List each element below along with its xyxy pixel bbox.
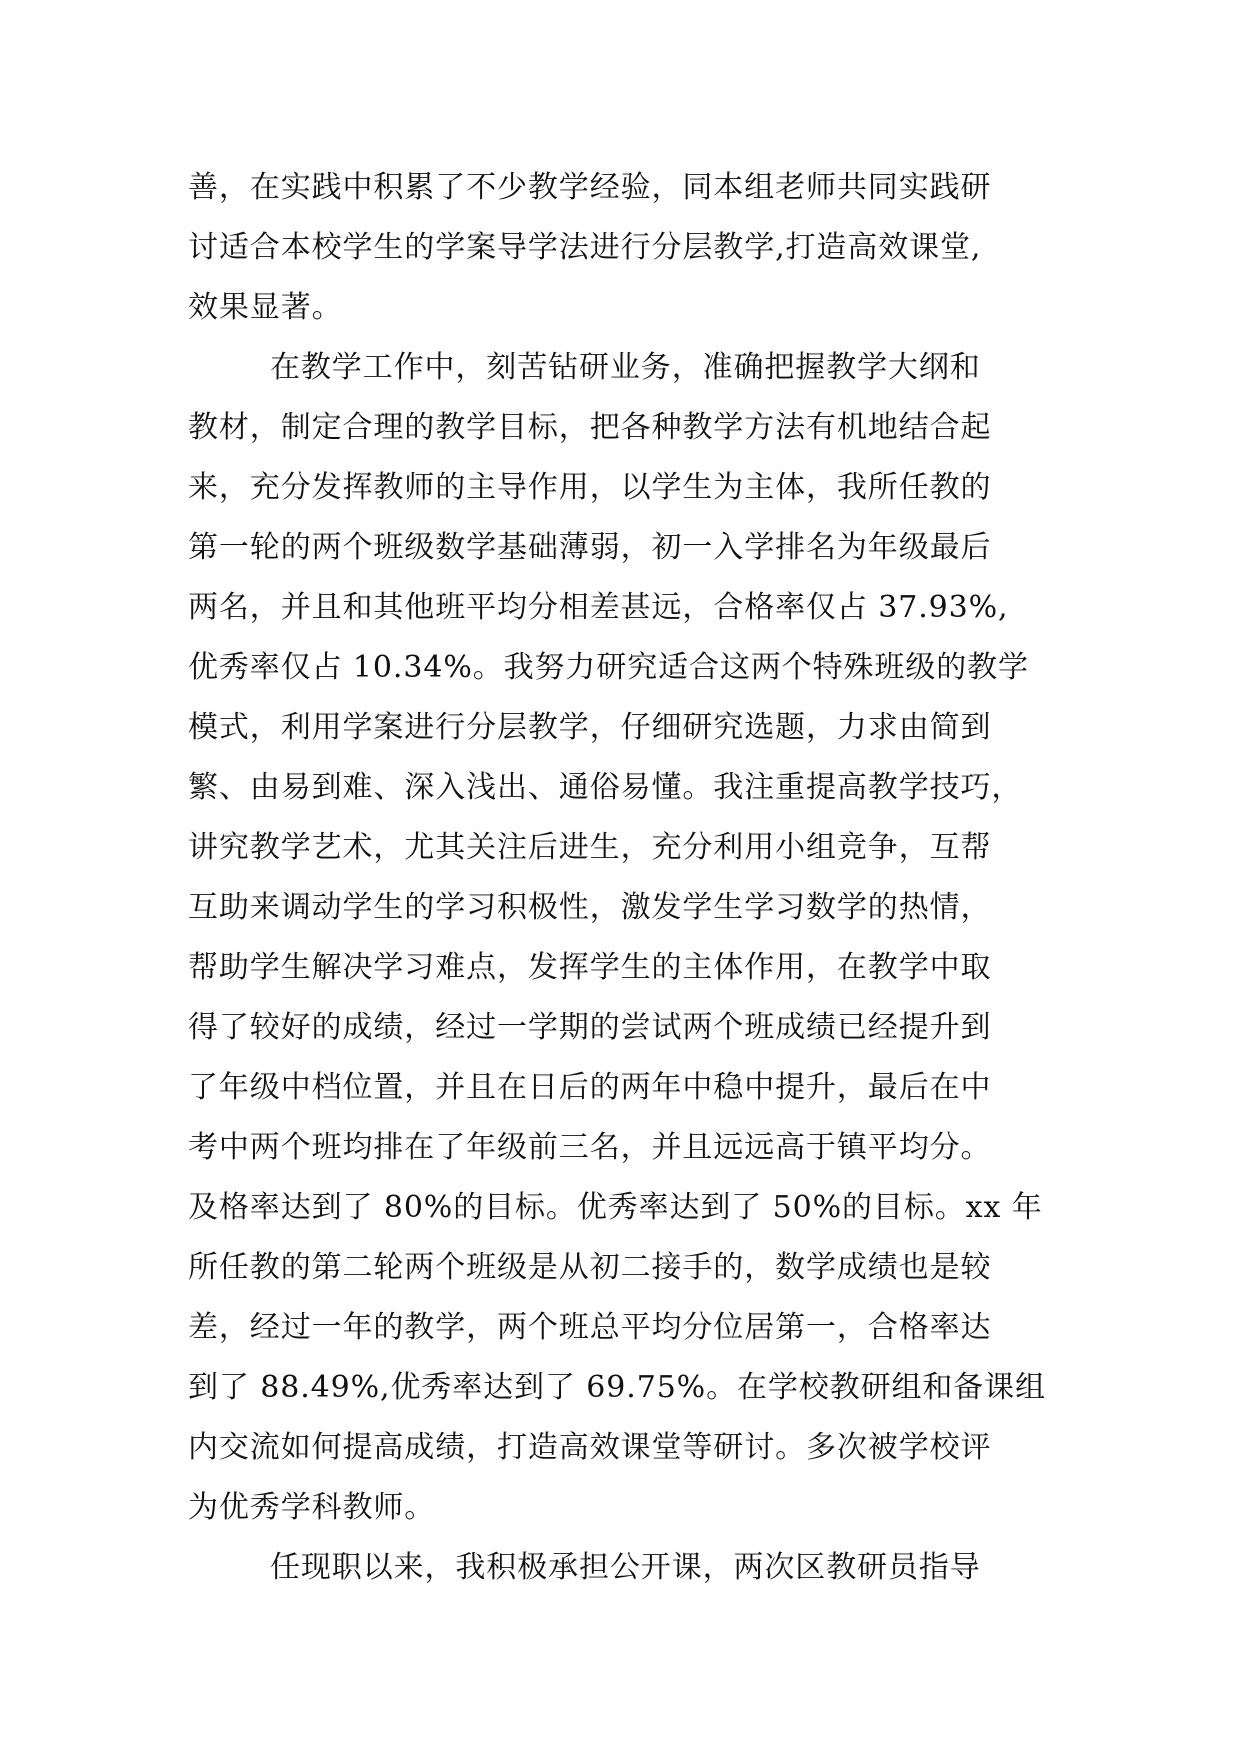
text-line: 互助来调动学生的学习积极性，激发学生学习数学的热情， (188, 890, 992, 925)
text-line: 教材，制定合理的教学目标，把各种教学方法有机地结合起 (188, 410, 992, 445)
text-line: 优秀率仅占 10.34%。我努力研究适合这两个特殊班级的教学 (188, 650, 1029, 685)
text-line: 效果显著。 (188, 290, 343, 325)
text-line: 差，经过一年的教学，两个班总平均分位居第一，合格率达 (188, 1310, 992, 1345)
text-line: 来，充分发挥教师的主导作用，以学生为主体，我所任教的 (188, 470, 992, 505)
text-line: 得了较好的成绩，经过一学期的尝试两个班成绩已经提升到 (188, 1010, 992, 1045)
text-line: 模式，利用学案进行分层教学，仔细研究选题，力求由简到 (188, 710, 992, 745)
text-line: 到了 88.49%,优秀率达到了 69.75%。在学校教研组和备课组 (188, 1370, 1046, 1405)
body-text (188, 158, 1068, 1598)
text-line: 善，在实践中积累了不少教学经验，同本组老师共同实践研 (188, 170, 992, 205)
paragraph-start-line: 在教学工作中，刻苦钻研业务，准确把握教学大纲和 (270, 350, 981, 385)
paragraph-start-line: 任现职以来，我积极承担公开课，两次区教研员指导 (270, 1550, 981, 1585)
text-line: 及格率达到了 80%的目标。优秀率达到了 50%的目标。xx 年 (188, 1190, 1043, 1225)
text-line: 所任教的第二轮两个班级是从初二接手的，数学成绩也是较 (188, 1250, 992, 1285)
text-line: 考中两个班均排在了年级前三名，并且远远高于镇平均分。 (188, 1130, 992, 1165)
text-line: 两名，并且和其他班平均分相差甚远，合格率仅占 37.93%, (188, 590, 1009, 625)
text-line: 讲究教学艺术，尤其关注后进生，充分利用小组竞争，互帮 (188, 830, 992, 865)
text-line: 帮助学生解决学习难点，发挥学生的主体作用，在教学中取 (188, 950, 992, 985)
text-line: 第一轮的两个班级数学基础薄弱，初一入学排名为年级最后 (188, 530, 992, 565)
text-line: 内交流如何提高成绩，打造高效课堂等研讨。多次被学校评 (188, 1430, 992, 1465)
text-line: 繁、由易到难、深入浅出、通俗易懂。我注重提高教学技巧， (188, 770, 1023, 805)
text-line: 为优秀学科教师。 (188, 1490, 436, 1525)
text-line: 讨适合本校学生的学案导学法进行分层教学,打造高效课堂, (188, 230, 982, 265)
text-line: 了年级中档位置，并且在日后的两年中稳中提升，最后在中 (188, 1070, 992, 1105)
